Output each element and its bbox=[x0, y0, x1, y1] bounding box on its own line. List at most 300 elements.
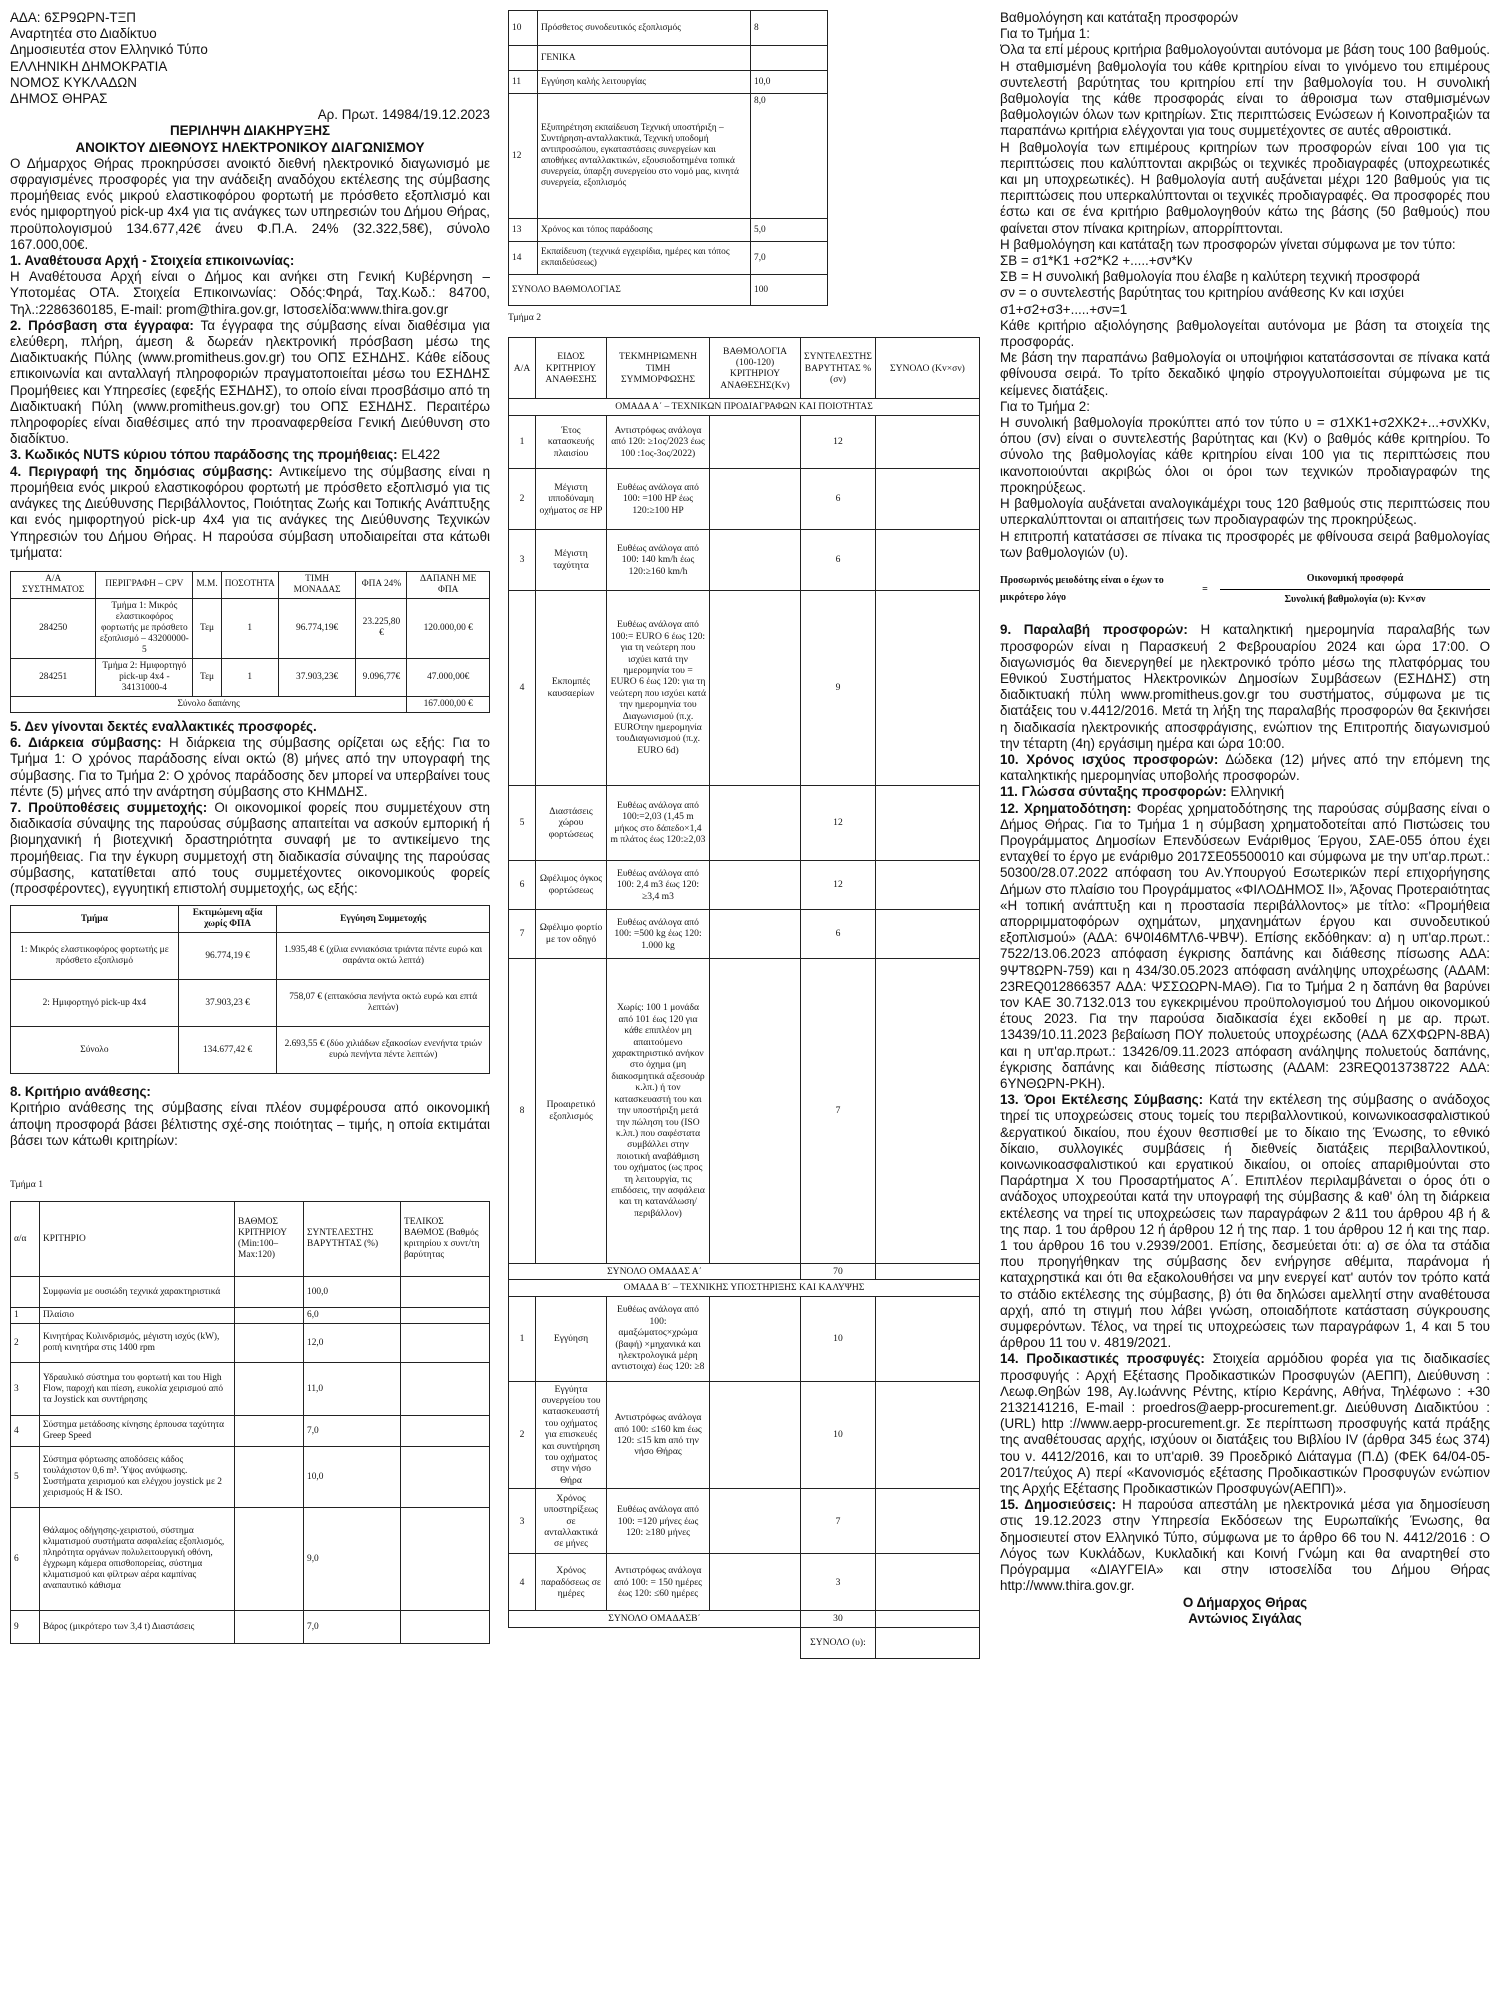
table-cell bbox=[401, 1508, 490, 1611]
table-cell: Σύνολο δαπάνης bbox=[11, 696, 407, 712]
column-2 bbox=[508, 10, 980, 1995]
section-heading: 11. Γλώσσα σύνταξης προσφορών: bbox=[1000, 784, 1227, 800]
table-cell: Εξυπηρέτηση εκπαίδευση Τεχνική υποστήριξη – Συντήρηση-ανταλλακτικά, Τεχνική υποδομή αντιπροσώπου, εγκαταστάσεις συνεργείων και αποθήκες ανταλλακτικών, εξουσιοδοτημένα τοπικά συνεργεία, ύπαρξη συνεργείου στο νομό μας, κινητά συνεργεία, εξοπλισμός bbox=[538, 94, 751, 219]
table-cell: Ευθέως ανάλογα από 100: =100 HP έως 120:≥100 HP bbox=[607, 468, 710, 529]
section-heading: 10. Χρόνος ισχύος προσφορών: bbox=[1000, 751, 1219, 767]
table-cell: 14 bbox=[509, 242, 538, 275]
table-cell: 47.000,00€ bbox=[407, 658, 490, 696]
table-cell: 1.935,48 € (χίλια εννιακόσια τριάντα πέντε ευρώ και σαράντα οκτώ λεπτά) bbox=[277, 933, 490, 980]
table-cell: Τμήμα 2: Ημιφορτηγό pick-up 4x4 - 34131000-4 bbox=[96, 658, 193, 696]
lot1-label: Τμήμα 1 bbox=[10, 1178, 44, 1190]
table-cell bbox=[11, 1277, 40, 1308]
table-cell bbox=[235, 1508, 304, 1611]
table-cell: 23.225,80 € bbox=[356, 598, 407, 658]
table-cell: Χρόνος υποστηρίξεως σε ανταλλακτικά σε μήνες bbox=[536, 1489, 607, 1554]
table-cell: Θάλαμος οδήγησης-χειριστού, σύστημα κλιματισμού συστήματα ασφαλείας εξοπλισμός, πληρότητα οργάνων πολυλειτουργική οθόνη, έγχρωμη κάμερα οπισθοπορείας, σύστημα κλιματισμού και φίλτρων αέρα καμπίνας αναπαυτικό κάθισμα bbox=[40, 1508, 235, 1611]
table-cell: 96.774,19 € bbox=[178, 933, 277, 980]
formula-numerator: Οικονομική προσφορά bbox=[1220, 571, 1490, 590]
table-cell bbox=[235, 1363, 304, 1416]
column-header: ΣΥΝΤΕΛΕΣΤΗΣ ΒΑΡΥΤΗΤΑΣ (%) bbox=[304, 1202, 401, 1277]
table-cell bbox=[875, 1296, 979, 1381]
table-cell: Υδραυλικό σύστημα του φορτωτή και του High Flow, παροχή και πίεση, ευκολία χειρισμού από τα Joystick και συντήρησης bbox=[40, 1363, 235, 1416]
table-row bbox=[509, 46, 828, 71]
table-cell bbox=[875, 529, 979, 590]
table-cell bbox=[401, 1611, 490, 1644]
column-header: Τμήμα bbox=[11, 906, 179, 933]
table-cell: Εκπαίδευση (τεχνικά εγχειρίδια, ημέρες και τόπος εκπαιδεύσεως) bbox=[538, 242, 751, 275]
header-block bbox=[10, 10, 490, 107]
signature-name: Αντώνιος Σιγάλας bbox=[1188, 1610, 1302, 1626]
table-row bbox=[11, 980, 490, 1027]
lot1-scoring-label: Για το Τμήμα 1: bbox=[1000, 26, 1090, 42]
table-row bbox=[509, 1554, 980, 1611]
column-header: ΣΥΝΤΕΛΕΣΤΗΣ ΒΑΡΥΤΗΤΑΣ % (σν) bbox=[801, 338, 876, 399]
table-cell: 3 bbox=[11, 1363, 40, 1416]
group-header-row bbox=[509, 399, 980, 415]
table-cell: 6 bbox=[11, 1508, 40, 1611]
table-cell: 9.096,77€ bbox=[356, 658, 407, 696]
paragraph: Η βαθμολόγηση και κατάταξη των προσφορών γίνεται σύμφωνα με τον τύπο: bbox=[1000, 236, 1456, 252]
table-cell bbox=[710, 590, 801, 785]
section-5: 5. Δεν γίνονται δεκτές εναλλακτικές προσφορές. bbox=[10, 718, 317, 734]
table-cell: Τεμ bbox=[193, 658, 221, 696]
table-cell: Εγγύητα συνεργείου του κατασκευαστή του οχήματος για επισκευές και συντήρηση του οχήματος στην νήσο Θήρα bbox=[536, 1381, 607, 1489]
table-cell: 2.693,55 € (δύο χιλιάδων εξακοσίων ενενήντα τριών ευρώ πενήντα πέντε λεπτών) bbox=[277, 1027, 490, 1074]
group-total-row bbox=[509, 1611, 980, 1627]
table-cell: 30 bbox=[801, 1611, 876, 1627]
column-header: α/α bbox=[11, 1202, 40, 1277]
table-cell: 12 bbox=[509, 94, 538, 219]
table-cell: Βάρος (μικρότερο των 3,4 t) Διαστάσεις bbox=[40, 1611, 235, 1644]
table-row bbox=[509, 94, 828, 219]
section-3 bbox=[10, 447, 490, 463]
table-row bbox=[509, 1381, 980, 1489]
table-row bbox=[509, 590, 980, 785]
table-cell: 37.903,23 € bbox=[178, 980, 277, 1027]
column-header: ΔΑΠΑΝΗ ΜΕ ΦΠΑ bbox=[407, 571, 490, 598]
table-cell: Σύστημα φόρτωσης αποδόσεις κάδος τουλάχιστον 0,6 m³. Ύψος ανύψωσης. Συστήματα χειρισμού και ελέγχου joystick με 2 χειρισμούς H & ISO. bbox=[40, 1447, 235, 1508]
table-cell: 284251 bbox=[11, 658, 96, 696]
table-cell: 1: Μικρός ελαστικοφόρος φορτωτής με πρόσθετο εξοπλισμό bbox=[11, 933, 179, 980]
section-heading: 3. Κωδικός NUTS κύριου τόπου παράδοσης της προμήθειας: bbox=[10, 447, 398, 463]
table-cell bbox=[875, 860, 979, 909]
table-cell bbox=[875, 909, 979, 958]
group-header-row bbox=[509, 1280, 980, 1296]
table-cell: Έτος κατασκευής πλαισίου bbox=[536, 415, 607, 468]
column-header: ΦΠΑ 24% bbox=[356, 571, 407, 598]
table-cell: Ευθέως ανάλογα από 100: =500 kg έως 120: 1.000 kg bbox=[607, 909, 710, 958]
table-cell: 3 bbox=[509, 1489, 536, 1554]
section-heading: 2. Πρόσβαση στα έγγραφα: bbox=[10, 317, 194, 333]
column-header: ΒΑΘΜΟΣ ΚΡΙΤΗΡΙΟΥ (Min:100–Max:120) bbox=[235, 1202, 304, 1277]
header-line: Δημοσιευτέα στον Ελληνικό Τύπο bbox=[10, 42, 208, 58]
table-row bbox=[11, 1324, 490, 1363]
table-cell: 10,0 bbox=[751, 71, 828, 94]
table-cell bbox=[710, 529, 801, 590]
table-cell bbox=[875, 590, 979, 785]
table-cell bbox=[710, 1554, 801, 1611]
paragraph: Η συνολική βαθμολογία προκύπτει από τον τύπο υ = σ1ΧΚ1+σ2ΧΚ2+...+σνΧΚν, όπου (σν) είναι ο συντελεστής βαρύτητας και (Κν) ο βαθμός κάθε κριτηρίου. Το σύνολο της βαθμολογίας κάθε κριτηρίου είναι 100 για τις περιπτώσεις που ικανοποιούνται ακριβώς όλοι οι όροι των τεχνικών προδιαγραφών της προκηρύξεως. bbox=[1000, 415, 1490, 495]
grand-total-row bbox=[509, 1627, 980, 1658]
table-cell: Προαιρετικό εξοπλισμός bbox=[536, 958, 607, 1263]
paragraph: Η βαθμολογία αυξάνεται αναλογικάμέχρι τους 120 βαθμούς στις περιπτώσεις που υπερκαλύπτονται οι απαιτήσεις των προδιαγραφών της προκηρύξεως. bbox=[1000, 496, 1490, 528]
table-cell: 10,0 bbox=[304, 1447, 401, 1508]
scoring-heading: Βαθμολόγηση και κατάταξη προσφορών bbox=[1000, 10, 1239, 25]
table-cell: 2 bbox=[11, 1324, 40, 1363]
table-cell: Ευθέως ανάλογα από 100:= EURO 6 έως 120: για τη νεώτερη που ισχύει κατά την ημερομηνία του = EURO 6 έως 120: για τη νεώτερη που ισχύει κατά την ημερομηνία του Διαγωνισμού (π.χ. EUROτην ημερομηνία τουΔιαγωνισμού (π.χ. EURO 6d) bbox=[607, 590, 710, 785]
table-cell: Ευθέως ανάλογα από 100: =120 μήνες έως 120: ≥180 μήνες bbox=[607, 1489, 710, 1554]
table-cell: 5 bbox=[509, 785, 536, 860]
table-cell: Μέγιστη ταχύτητα bbox=[536, 529, 607, 590]
table-cell bbox=[710, 415, 801, 468]
section-text: Αντικείμενο της σύμβασης είναι η προμήθεια ενός μικρού ελαστικοφόρου φορτωτή με πρόσθετο εξοπλισμό για τις ανάγκες της Διεύθυνσης Περιβάλλοντος, Ποιότητας Ζωής και Τοπικής Ανάπτυξης και ενός ημιφορτηγού pick-up 4x4 για τις ανάγκες της Διεύθυνσης Τεχνικών Υπηρεσιών του Δήμου Θήρας. Η παρούσα σύμβαση υποδιαιρείται στα κάτωθι τμήματα: bbox=[10, 463, 490, 560]
table-cell: 1 bbox=[221, 598, 278, 658]
formula-denominator: Συνολική βαθμολογία (υ): Κν×σν bbox=[1284, 594, 1426, 606]
table-row bbox=[509, 415, 980, 468]
column-header: ΤΕΛΙΚΟΣ ΒΑΘΜΟΣ (Βαθμός κριτηρίου x συντ/τη βαρύτητας bbox=[401, 1202, 490, 1277]
table-cell: Συμφωνία με ουσιώδη τεχνικά χαρακτηριστικά bbox=[40, 1277, 235, 1308]
table-row bbox=[11, 598, 490, 658]
table-cell bbox=[509, 46, 538, 71]
table-cell: Ευθέως ανάλογα από 100: αμαξώματος×χρώμα (βαφή) ×μηχανικά και ηλεκτρολογικά μέρη αντιστοιχα) έως 120: ≥8 bbox=[607, 1296, 710, 1381]
table-cell: Ευθέως ανάλογα από 100: 2,4 m3 έως 120: ≥3,4 m3 bbox=[607, 860, 710, 909]
table-cell: 10 bbox=[509, 11, 538, 46]
column-header: Εκτιμώμενη αξία χωρίς ΦΠΑ bbox=[178, 906, 277, 933]
table-cell: 10 bbox=[801, 1296, 876, 1381]
table-cell: 7,0 bbox=[304, 1611, 401, 1644]
paragraph: Η βαθμολογία των επιμέρους κριτηρίων των προσφορών είναι 100 για τις περιπτώσεις που καλύπτονται ακριβώς οι τεχνικές προδιαγραφές (υποχρεωτικές και μη υποχρεωτικές). Η βαθμολογία αυτή αυξάνεται μέχρι 120 βαθμούς για τις περιπτώσεις που υπερκαλύπτονται οι τεχνικές προδιαγραφές. Θα προσφορές που έστω και σε ένα κριτήριο βαθμολογηθούν κάτω της βάσης (50 βαθμούς) που φαίνεται στον πίνακα κριτηρίων, απορρίπτονται. bbox=[1000, 139, 1490, 236]
doc-title: ΠΕΡΙΛΗΨΗ ΔΙΑΚΗΡΥΞΗΣ bbox=[169, 123, 331, 139]
table-cell bbox=[401, 1308, 490, 1324]
section-4 bbox=[10, 464, 490, 561]
column-3 bbox=[1000, 10, 1490, 1995]
table-row bbox=[509, 468, 980, 529]
section-heading: 13. Όροι Εκτέλεσης Σύμβασης: bbox=[1000, 1092, 1204, 1108]
table-row bbox=[11, 933, 490, 980]
section-text: Δώδεκα (12) μήνες από την επόμενη της καταληκτικής ημερομηνίας υποβολής προσφορών. bbox=[1000, 751, 1490, 784]
header-line: ΝΟΜΟΣ ΚΥΚΛΑΔΩΝ bbox=[10, 74, 137, 90]
column-header: ΣΥΝΟΛΟ (Kv×σν) bbox=[875, 338, 979, 399]
table-cell: 4 bbox=[509, 1554, 536, 1611]
table-cell: 6 bbox=[801, 909, 876, 958]
table-cell: Αντιστρόφως ανάλογα από 120: ≥1ος/2023 έως 100 :1ος-3ος/2022) bbox=[607, 415, 710, 468]
table-cell: 7 bbox=[509, 909, 536, 958]
table-row bbox=[11, 1508, 490, 1611]
table-cell: Ωφέλιμο φορτίο με τον οδηγό bbox=[536, 909, 607, 958]
lot1-criteria-continued-table bbox=[508, 10, 828, 306]
table-cell: 12 bbox=[801, 860, 876, 909]
table-cell: 1 bbox=[11, 1308, 40, 1324]
table-cell: 120.000,00 € bbox=[407, 598, 490, 658]
column-header: ΠΕΡΙΓΡΑΦΗ – CPV bbox=[96, 571, 193, 598]
table-cell bbox=[235, 1324, 304, 1363]
column-header: Μ.Μ. bbox=[193, 571, 221, 598]
table-cell bbox=[710, 1381, 801, 1489]
table-row bbox=[509, 529, 980, 590]
section-6 bbox=[10, 735, 490, 800]
table-cell: 1 bbox=[509, 415, 536, 468]
table-row bbox=[509, 11, 828, 46]
table-cell: 134.677,42 € bbox=[178, 1027, 277, 1074]
table-total-row bbox=[11, 696, 490, 712]
section-heading: 4. Περιγραφή της δημόσιας σύμβασης: bbox=[10, 463, 273, 479]
table-cell: 3 bbox=[509, 529, 536, 590]
table-cell: 758,07 € (επτακόσια πενήντα οκτώ ευρώ και επτά λεπτών) bbox=[277, 980, 490, 1027]
signature-title: Ο Δήμαρχος Θήρας bbox=[1182, 1594, 1308, 1610]
table-cell: 5,0 bbox=[751, 219, 828, 242]
table-cell bbox=[710, 468, 801, 529]
table-row bbox=[509, 71, 828, 94]
section-text: Τα έγγραφα της σύμβασης είναι διαθέσιμα για ελεύθερη, πλήρη, άμεση & δωρεάν ηλεκτρονική πρόσβαση μέσω της Διαδικτυακής Πύλης (www.promitheus.gov.gr) του ΟΠΣ ΕΣΗΔΗΣ. Κάθε είδους επικοινωνία και ανταλλαγή πληροφοριών πραγματοποιείται μέσω του ΕΣΗΔΗΣ Προμήθειες και Υπηρεσίες (εφεξής ΕΣΗΔΗΣ), το οποίο είναι προσβάσιμο από τη Διαδικτυακή Πύλη (www.promitheus.gov.gr) του ΟΠΣ ΕΣΗΔΗΣ. Περαιτέρω πληροφορίες είναι διαθέσιμες από την προαναφερθείσα Γενική Διεύθυνση στο διαδίκτυο. bbox=[10, 317, 490, 447]
table-cell bbox=[401, 1277, 490, 1308]
table-cell: ΓΕΝΙΚΑ bbox=[538, 46, 751, 71]
column-header: Εγγύηση Συμμετοχής bbox=[277, 906, 490, 933]
section-text: Ελληνική bbox=[1230, 784, 1285, 800]
table-cell: Χρόνος παραδόσεως σε ημέρες bbox=[536, 1554, 607, 1611]
section-heading: 6. Διάρκεια σύμβασης: bbox=[10, 735, 162, 751]
table-cell bbox=[401, 1416, 490, 1447]
section-text: Φορέας χρηματοδότησης της παρούσας σύμβασης είναι ο Δήμος Θήρας. Για το Τμήμα 1 η σύμβαση χρηματοδοτείται από Πιστώσεις του Προγράμματος Δημοσίων Επενδύσεων Ενάριθμος Έργου, ΣΑΕ-055 όπου έχει ενταχθεί το έργο με ενάριθμο 2017ΣΕ05500010 και σύμφωνα με την υπ'αρ.πρωτ.: 50300/28.07.2022 απόφαση του Αν.Υπουργού Εσωτερικών περί επιχορήγησης Δήμων στο πλαίσιο του Προγράμματος «ΦΙΛΟΔΗΜΟΣ ΙΙ», Άξονας Προτεραιότητας «Η τοπική ανάπτυξη και η προστασία περιβάλλοντος» με τίτλο: «Προμήθεια απορριμματοφόρων οχημάτων, μηχανημάτων έργου και συνοδευτικού εξοπλισμού» (ΑΔΑ: 6Ψ0Ι46ΜΤΛ6-ΨΒΨ). Επίσης εκδόθηκαν: α) η υπ'αρ.πρωτ.: 7522/13.06.2023 απόφαση έγκρισης δαπάνης και διάθεσης πίσωσης ΑΔΑ: 9ΨΤ8ΩΡΝ-759) και η 434/30.05.2023 απόφαση ανάληψης υποχρέωσης (ΑΔΑΜ: 23REQ012866357 ΑΔΑ: ΨΣΣΩΩΡΝ-ΜΑΘ). Για το Τμήμα 2 η δαπάνη θα βαρύνει τον ΚΑΕ 30.7132.013 του εγκεκριμένου προϋπολογισμού του Δήμου οικονομικού έτους 2023. Για την παρούσα διαδικασία έχει εκδοθεί η με αρ. πρωτ. 13439/10.11.2023 βεβαίωση ΠΟΥ πολυετούς υποχρέωσης (ΑΔΑ 6ΖΧΦΩΡΝ-8ΒΑ) και η υπ'αρ.πρωτ.: 13426/09.11.2023 απόφαση ανάληψης πολυετούς δαπάνης, έγκρισης δαπάνης και διάθεσης πίστωσης (ΑΔΑΜ: 23REQ013738722 ΑΔΑ: 6ΥΝΘΩΡΝ-ΡΚΗ). bbox=[1000, 800, 1490, 1091]
table-cell bbox=[509, 1627, 801, 1658]
table-cell: Πλαίσιο bbox=[40, 1308, 235, 1324]
table-row bbox=[509, 860, 980, 909]
table-cell: 37.903,23€ bbox=[278, 658, 356, 696]
table-cell bbox=[235, 1416, 304, 1447]
paragraph: Η επιτροπή κατατάσσει σε πίνακα τις προσφορές με φθίνουσα σειρά βαθμολογίας των βαθμολογιών (υ). bbox=[1000, 528, 1490, 560]
formula-fraction bbox=[1220, 571, 1490, 608]
column-header: ΚΡΙΤΗΡΙΟ bbox=[40, 1202, 235, 1277]
section-heading: 15. Δημοσιεύσεις: bbox=[1000, 1497, 1117, 1513]
table-cell: 284250 bbox=[11, 598, 96, 658]
header-line: ΕΛΛΗΝΙΚΗ ΔΗΜΟΚΡΑΤΙΑ bbox=[10, 58, 168, 74]
guarantee-table bbox=[10, 905, 490, 1074]
table-cell bbox=[710, 785, 801, 860]
table-cell: 8,0 bbox=[751, 94, 828, 219]
section-8 bbox=[10, 1084, 490, 1149]
table-cell bbox=[875, 1381, 979, 1489]
table-row bbox=[509, 1296, 980, 1381]
table-cell: 8 bbox=[509, 958, 536, 1263]
table-cell: Πρόσθετος συνοδευτικός εξοπλισμός bbox=[538, 11, 751, 46]
section-15 bbox=[1000, 1497, 1490, 1594]
table-cell: 1 bbox=[221, 658, 278, 696]
table-cell: 9 bbox=[801, 590, 876, 785]
table-cell: Τεμ bbox=[193, 598, 221, 658]
ratio-formula bbox=[1000, 571, 1490, 608]
formula-equals: = bbox=[1202, 583, 1208, 595]
table-total-row bbox=[509, 275, 828, 306]
section-heading: 12. Χρηματοδότηση: bbox=[1000, 800, 1132, 816]
table-cell: Σύστημα μετάδοσης κίνησης έρπουσα ταχύτητα Greep Speed bbox=[40, 1416, 235, 1447]
section-heading: 9. Παραλαβή προσφορών: bbox=[1000, 622, 1188, 638]
table-cell: Εγγύηση καλής λειτουργίας bbox=[538, 71, 751, 94]
formula-line: σν = ο συντελεστής βαρύτητας του κριτηρίου ανάθεσης Κν και ισχύει bbox=[1000, 285, 1404, 301]
section-heading: 8. Κριτήριο ανάθεσης: bbox=[10, 1084, 151, 1100]
table-cell: 9 bbox=[11, 1611, 40, 1644]
table-cell: Μέγιστη ιπποδύναμη οχήματος σε HP bbox=[536, 468, 607, 529]
intro-paragraph: Ο Δήμαρχος Θήρας προκηρύσσει ανοικτό διεθνή ηλεκτρονικό διαγωνισμό με σφραγισμένες προσφορές για την ανάδειξη αναδόχου εκτέλεσης της σύμβασης προμήθειας ενός μικρού ελαστικοφόρου φορτωτή με πρόσθετο εξοπλισμό και ενός ημιφορτηγού pick-up 4x4 για τις ανάγκες των υπηρεσιών του Δήμου Θήρας, προϋπολογισμού 134.677,42€ άνευ Φ.Π.Α. 24% (32.322,58€), σύνολο 167.000,00€. bbox=[10, 155, 490, 252]
table-cell bbox=[710, 958, 801, 1263]
formula-line: σ1+σ2+σ3+.....+σν=1 bbox=[1000, 301, 1128, 317]
table-cell: 3 bbox=[801, 1554, 876, 1611]
formula-line: ΣΒ = σ1*Κ1 +σ2*Κ2 +.....+σν*Κν bbox=[1000, 253, 1193, 269]
column-header: Α/Α bbox=[509, 338, 536, 399]
table-cell: 1 bbox=[509, 1296, 536, 1381]
column-header: Α/Α ΣΥΣΤΗΜΑΤΟΣ bbox=[11, 571, 96, 598]
table-cell: 7 bbox=[801, 1489, 876, 1554]
lots-table bbox=[10, 571, 490, 713]
table-cell: ΣΥΝΟΛΟ (υ): bbox=[801, 1627, 876, 1658]
table-cell: Κινητήρας Κυλινδρισμός, μέγιστη ισχύς (kW), ροπή κινητήρα στις 1400 rpm bbox=[40, 1324, 235, 1363]
column-header: ΒΑΘΜΟΛΟΓΙΑ (100-120) ΚΡΙΤΗΡΙΟΥ ΑΝΑΘΕΣΗΣ(Kv) bbox=[710, 338, 801, 399]
section-14 bbox=[1000, 1351, 1490, 1497]
table-cell bbox=[401, 1447, 490, 1508]
table-cell: 4 bbox=[509, 590, 536, 785]
table-row bbox=[11, 1308, 490, 1324]
lot2-criteria-table bbox=[508, 337, 980, 1658]
table-cell: 7,0 bbox=[304, 1416, 401, 1447]
section-text: Η Αναθέτουσα Αρχή είναι ο Δήμος και ανήκει στη Γενική Κυβέρνηση – Υποτομέας ΟΤΑ. Στοιχεία Επικοινωνίας: Οδός:Φηρά, Ταχ.Κωδ.: 84700, Τηλ.:2286360185, E-mail: prom@thira.gov.gr, Ιστοσελίδα:www.thira.gov.gr bbox=[10, 269, 490, 317]
table-cell bbox=[235, 1447, 304, 1508]
paragraph: Όλα τα επί μέρους κριτήρια βαθμολογούνται αυτόνομα με βάση τους 100 βαθμούς. Η σταθμισμένη βαθμολογία του κάθε κριτηρίου είναι το γινόμενο του επιμέρους συντελεστή βαρύτητας του κριτηρίου επί την βαθμολογία του. Η συνολική βαθμολογία της κάθε προσφοράς είναι το άθροισμα των σταθμισμένων βαθμολογιών όλων των κριτηρίων. Στις περιπτώσεις Ενώσεων ή Κοινοπραξιών τα παραπάνω κριτήρια ελέγχονται για τους συμμετέχοντες σε αυτές αθροιστικά. bbox=[1000, 42, 1490, 139]
section-13 bbox=[1000, 1092, 1490, 1351]
table-cell: 6 bbox=[801, 468, 876, 529]
table-row bbox=[509, 1489, 980, 1554]
group-total-row bbox=[509, 1263, 980, 1279]
table-cell: Ευθέως ανάλογα από 100: 140 km/h έως 120:≥160 km/h bbox=[607, 529, 710, 590]
section-heading: 1. Αναθέτουσα Αρχή - Στοιχεία επικοινωνίας: bbox=[10, 253, 295, 269]
table-cell: Σύνολο bbox=[11, 1027, 179, 1074]
table-cell bbox=[235, 1277, 304, 1308]
table-cell: ΣΥΝΟΛΟ ΟΜΑΔΑΣ Α΄ bbox=[509, 1263, 801, 1279]
section-text: Κατά την εκτέλεση της σύμβασης ο ανάδοχος τηρεί τις υποχρεώσεις στους τομείς του περιβαλλοντικού, κοινωνικοασφαλιστικού &εργατικού δικαίου, που έχουν θεσπισθεί με το δίκαιο της Ένωσης, το εθνικό δίκαιο, συλλογικές συμβάσεις ή διεθνείς διατάξεις περιβαλλοντικού, κοινωνικοασφαλιστικού και εργατικού δικαίου, οι οποίες απαριθμούνται στο Παράρτημα Χ του Προσαρτήματος Α΄. Επιπλέον περιλαμβάνεται ο όρος ότι ο ανάδοχος υποχρεούται κατά την υπογραφή της σύμβασης & καθ' όλη τη διάρκεια εκτέλεσης να τηρεί τις υποχρεώσεις των παραγράφων 2 &11 του άρθρου 4β ή & της παρ. 1 του άρθρου 12 ή άρθρου 12 ή της παρ. 1 του άρθρου 12 ή και της παρ. 1 του άρθρου 16 του ν.2939/2001. Επίσης, δεσμεύεται ότι: α) σε όλα τα στάδια που προηγήθηκαν της σύμβασης δεν ενήργησε αθέμιτα, παράνομα ή καταχρηστικά και ότι θα εξακολουθήσει να μην ενεργεί κατ' αυτόν τον τρόπο κατά το στάδιο εκτέλεσης της σύμβασης, β) ότι θα δηλώσει αμελλητί στην αναθέτουσα αρχή, από τη στιγμή που λάβει γνώση, οποιαδήποτε κατάσταση σύγκρουσης συμφερόντων. Τέλος, να τηρεί τις υποχρεώσεις των παραγράφων 1, 4 και 5 του άρθρου 11 του ν. 4819/2021. bbox=[1000, 1092, 1490, 1351]
table-header-row bbox=[11, 571, 490, 598]
section-heading: 7. Προϋποθέσεις συμμετοχής: bbox=[10, 799, 208, 815]
table-cell bbox=[875, 1263, 979, 1279]
table-cell: 8 bbox=[751, 11, 828, 46]
table-row bbox=[11, 1416, 490, 1447]
column-header: ΠΟΣΟΤΗΤΑ bbox=[221, 571, 278, 598]
table-row bbox=[509, 785, 980, 860]
table-header-row bbox=[11, 906, 490, 933]
table-cell: 6 bbox=[509, 860, 536, 909]
table-cell: 12 bbox=[801, 785, 876, 860]
section-heading: 14. Προδικαστικές προσφυγές: bbox=[1000, 1351, 1205, 1367]
column-header: ΕΙΔΟΣ ΚΡΙΤΗΡΙΟΥ ΑΝΑΘΕΣΗΣ bbox=[536, 338, 607, 399]
table-row bbox=[11, 1611, 490, 1644]
table-row bbox=[509, 958, 980, 1263]
table-cell: Εκπομπές καυσαερίων bbox=[536, 590, 607, 785]
column-header: ΤΙΜΗ ΜΟΝΑΔΑΣ bbox=[278, 571, 356, 598]
section-9 bbox=[1000, 622, 1490, 752]
section-text: Κριτήριο ανάθεσης της σύμβασης είναι πλέον συμφέρουσα από οικονομική άποψη προσφορά βάσει βέλτιστης σχέ-σης ποιότητας – τιμής, η οποία εκτιμάται βάσει των κάτωθι κριτηρίων: bbox=[10, 1100, 490, 1148]
table-cell: 12,0 bbox=[304, 1324, 401, 1363]
table-cell: 2 bbox=[509, 468, 536, 529]
table-cell bbox=[751, 46, 828, 71]
formula-left: Προσωρινός μειοδότης είναι ο έχων το μικρότερο λόγο bbox=[1000, 575, 1164, 603]
doc-subtitle: ΑΝΟΙΚΤΟΥ ΔΙΕΘΝΟΥΣ ΗΛΕΚΤΡΟΝΙΚΟΥ ΔΙΑΓΩΝΙΣΜΟΥ bbox=[75, 139, 425, 155]
table-cell: 70 bbox=[801, 1263, 876, 1279]
paragraph: Με βάση την παραπάνω βαθμολογία οι υποψήφιοι κατατάσσονται σε πίνακα κατά φθίνουσα σειρά. Το τρίτο δεκαδικό ψηφίο στρογγυλοποιείται σύμφωνα με τις κείμενες διατάξεις. bbox=[1000, 350, 1490, 398]
table-cell: Αντιστρόφως ανάλογα από 100: ≤160 km έως 120: ≤15 km από την νήσο Θήρας bbox=[607, 1381, 710, 1489]
table-cell: ΣΥΝΟΛΟ ΟΜΑΔΑΣΒ΄ bbox=[509, 1611, 801, 1627]
table-cell: Ευθέως ανάλογα από 100:=2,03 (1,45 m μήκος στο δάπεδο×1,4 m πλάτος έως 120:≥2,03 bbox=[607, 785, 710, 860]
section-text: Η παρούσα απεστάλη με ηλεκτρονικά μέσα για δημοσίευση στις 19.12.2023 στην Υπηρεσία Εκδόσεων της Ευρωπαϊκής Ένωσης, θα δημοσιευτεί στον Ελληνικό Τύπο, σύμφωνα με το άρθρο 66 του Ν. 4412/2016 : Ο Λόγος των Κυκλάδων, Κυκλαδική και Κοινή Γνώμη και θα αναρτηθεί στο Πρόγραμμα «ΔΙΑΥΓΕΙΑ» και στην ιστοσελίδα του Δήμου Θήρας http://www.thira.gov.gr. bbox=[1000, 1497, 1490, 1594]
table-cell: 12 bbox=[801, 415, 876, 468]
table-cell bbox=[401, 1324, 490, 1363]
table-cell: 11 bbox=[509, 71, 538, 94]
table-cell bbox=[235, 1308, 304, 1324]
table-cell bbox=[875, 958, 979, 1263]
table-cell: 9,0 bbox=[304, 1508, 401, 1611]
table-cell: Χωρίς: 100 1 μονάδα από 101 έως 120 για κάθε επιπλέον μη απαιτούμενο χαρακτηριστικό ανήκον στο όχημα (μη διακοσμητικά αξεσουάρ κ.λπ.) ή τον κατασκευαστή του και την υποστήριξη μετά την πώληση του (ISO κ.λπ.) που σαφέστατα συμβάλλει στην ποιοτική αναβάθμιση του οχήματος (ως προς τη λειτουργία, τις επιδόσεις, την ασφάλεια και τη κατανάλωση/περιβάλλον) bbox=[607, 958, 710, 1263]
table-cell bbox=[710, 909, 801, 958]
table-cell bbox=[875, 785, 979, 860]
group-header: ΟΜΑΔΑ Α΄ – ΤΕΧΝΙΚΩΝ ΠΡΟΔΙΑΓΡΑΦΩΝ ΚΑΙ ΠΟΙΟΤΗΤΑΣ bbox=[509, 399, 980, 415]
section-12 bbox=[1000, 801, 1490, 1093]
section-10 bbox=[1000, 752, 1490, 784]
section-11 bbox=[1000, 784, 1490, 800]
lot2-label: Τμήμα 2 bbox=[508, 312, 542, 323]
column-header: ΤΕΚΜΗΡΙΩΜΕΝΗ ΤΙΜΗ ΣΥΜΜΟΡΦΩΣΗΣ bbox=[607, 338, 710, 399]
protocol-number: Αρ. Πρωτ. 14984/19.12.2023 bbox=[317, 107, 490, 123]
lot1-criteria-table bbox=[10, 1201, 490, 1644]
table-cell: 4 bbox=[11, 1416, 40, 1447]
table-cell: 7,0 bbox=[751, 242, 828, 275]
table-row bbox=[11, 1027, 490, 1074]
table-cell bbox=[875, 1489, 979, 1554]
table-cell bbox=[875, 468, 979, 529]
table-row bbox=[11, 658, 490, 696]
section-text: Η καταληκτική ημερομηνία παραλαβής των προσφορών είναι η Παρασκευή 2 Φεβρουαρίου 2024 και ώρα 17:00. Ο διαγωνισμός θα διενεργηθεί με ηλεκτρονικό τρόπο μέσω της πλατφόρμας του Εθνικού Συστήματος Ηλεκτρονικών Δημοσίων Συμβάσεων (ΕΣΗΔΗΣ) στη διαδικτυακή πύλη www.promitheus.gov.gr του συστήματος, σύμφωνα με τις διατάξεις του ν.4412/2016. Μετά τη λήξη της παραλαβής προσφορών θα ξεκινήσει η διαδικασία ηλεκτρονικής αποσφράγισης, ενώπιον της Επιτροπής διαγωνισμού την τέταρτη (4η) εργάσιμη ημέρα και ώρα 10:00. bbox=[1000, 622, 1490, 751]
table-row bbox=[11, 1363, 490, 1416]
table-cell: Διαστάσεις χώρου φορτώσεως bbox=[536, 785, 607, 860]
table-cell bbox=[875, 415, 979, 468]
table-cell bbox=[710, 1489, 801, 1554]
group-header: ΟΜΑΔΑ Β΄ – ΤΕΧΝΙΚΗΣ ΥΠΟΣΤΗΡΙΞΗΣ ΚΑΙ ΚΑΛΥΨΗΣ bbox=[509, 1280, 980, 1296]
table-cell: Εγγύηση bbox=[536, 1296, 607, 1381]
table-cell bbox=[710, 1296, 801, 1381]
table-cell: Αντιστρόφως ανάλογα από 100: = 150 ημέρες έως 120: ≤60 ημέρες bbox=[607, 1554, 710, 1611]
table-cell bbox=[401, 1363, 490, 1416]
table-cell: 6,0 bbox=[304, 1308, 401, 1324]
table-cell: 7 bbox=[801, 958, 876, 1263]
paragraph: Κάθε κριτήριο αξιολόγησης βαθμολογείται αυτόνομα με βάση τα στοιχεία της προσφοράς. bbox=[1000, 317, 1490, 350]
table-row bbox=[509, 909, 980, 958]
section-2 bbox=[10, 318, 490, 448]
formula-line: ΣΒ = Η συνολική βαθμολογία που έλαβε η καλύτερη τεχνική προσφορά bbox=[1000, 269, 1420, 285]
table-cell bbox=[710, 860, 801, 909]
table-cell: 13 bbox=[509, 219, 538, 242]
table-cell bbox=[875, 1554, 979, 1611]
header-line: ΔΗΜΟΣ ΘΗΡΑΣ bbox=[10, 91, 108, 107]
table-cell: ΣΥΝΟΛΟ ΒΑΘΜΟΛΟΓΙΑΣ bbox=[509, 275, 751, 306]
table-cell bbox=[875, 1611, 979, 1627]
header-line: Αναρτητέα στο Διαδίκτυο bbox=[10, 26, 157, 42]
section-text: Στοιχεία αρμόδιου φορέα για τις διαδικασίες προσφυγής : Αρχή Εξέτασης Προδικαστικών Προσφυγών (ΑΕΠΠ), Διεύθυνση : Λεωφ.Θηβών 198, Αγ.Ιωάννης Ρέντης, κτίριο Κεράνης, Αθήνα, Τηλέφωνο : +30 2132141216, E-mail : proedros@aepp-procurement.gr. Διεύθυνση Διαδικτύου : (URL) http ://www.aepp-procurement.gr. Σε περίπτωση προσφυγής κατά πράξης της αναθέτουσας αρχής, ισχύουν οι διατάξεις του Βιβλίου IV (άρθρα 345 έως 374) του ν. 4412/2016, και το υπ'αριθ. 39 Προεδρικό Διάταγμα (Π.Δ) (ΦΕΚ 64/04-05-2017/τεύχος Α) περί «Κανονισμός εξέτασης Προδικαστικών Προσφυγών ενώπιον της Αρχής Εξέτασης Προδικαστικών Προσφυγών(ΑΕΠΠ)». bbox=[1000, 1351, 1490, 1497]
table-cell bbox=[235, 1611, 304, 1644]
table-cell: Ωφέλιμος όγκος φορτώσεως bbox=[536, 860, 607, 909]
table-cell: 5 bbox=[11, 1447, 40, 1508]
section-7 bbox=[10, 800, 490, 897]
table-cell: 2: Ημιφορτηγό pick-up 4x4 bbox=[11, 980, 179, 1027]
lot2-scoring-label: Για το Τμήμα 2: bbox=[1000, 398, 1090, 414]
table-row bbox=[11, 1277, 490, 1308]
table-row bbox=[509, 219, 828, 242]
table-cell: 100,0 bbox=[304, 1277, 401, 1308]
table-header-row bbox=[509, 338, 980, 399]
header-line: ΑΔΑ: 6ΣΡ9ΩΡΝ-ΤΞΠ bbox=[10, 10, 136, 25]
